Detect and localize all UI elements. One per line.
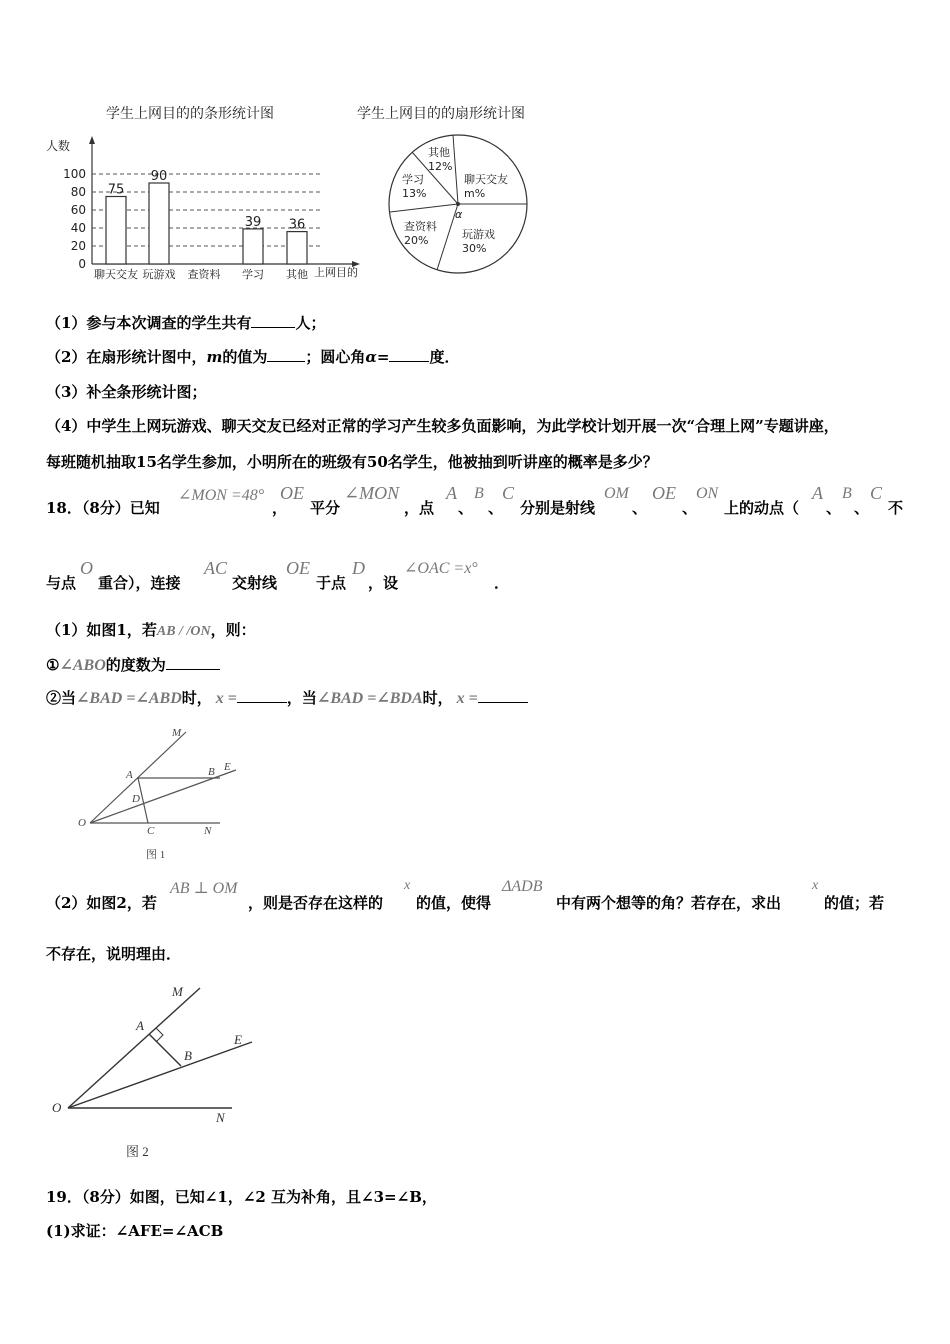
q18-line1 (46, 483, 916, 523)
q18-oe: OE (280, 483, 304, 503)
q18-sep: 、 (632, 499, 648, 517)
ray-oe (68, 1042, 252, 1108)
q18-p1-text: （1）如图1，若 (46, 621, 157, 639)
q18-l2-text-d: 于点 (316, 574, 347, 592)
q18-ray-oe-2: OE (286, 558, 310, 578)
label-m: M (172, 727, 182, 739)
q18-number: 18．（8分）已知 (46, 499, 160, 517)
q18-x-var-2: x (812, 878, 819, 893)
q17-p2-text-c: ；圆心角 (305, 348, 366, 366)
figure-2 (48, 980, 268, 1160)
label-e: E (234, 1032, 242, 1047)
q18-line2 (46, 558, 546, 594)
pie-slice-name-学习: 学习 (402, 173, 424, 186)
label-o: O (52, 1100, 62, 1115)
q18-segment-ac: AC (204, 558, 228, 578)
q17-part4-line2: 每班随机抽取15名学生参加，小明所在的班级有50名学生，他被抽到听讲座的概率是多少？ (46, 453, 658, 471)
q17-part4-line1: （4）中学生上网玩游戏、聊天交友已经对正常的学习产生较多负面影响，为此学校计划开展一次“合理上网”专题讲座， (46, 417, 839, 435)
x-tick-label: 其他 (286, 268, 308, 281)
bar (106, 197, 126, 265)
q18-x-var: x (404, 878, 411, 893)
pie-slice-pct-其他: 12% (428, 160, 453, 173)
pie-chart-title: 学生上网目的的扇形统计图 (357, 106, 525, 122)
bar-value-label: 75 (107, 182, 125, 198)
q18-point-d: D (352, 558, 365, 578)
q18-point-a-2: A (812, 483, 823, 503)
q18-p2-text-d: 中有两个想等的角？若存在，求出 (556, 894, 782, 912)
q18-point-o: O (80, 558, 93, 578)
q18-comma: ， (272, 499, 288, 517)
q18-sep: 、 (854, 499, 870, 517)
q18-condition-1: ∠BAD =∠ABD (76, 690, 182, 707)
x-axis-label: 上网目的 (314, 266, 358, 279)
label-n: N (204, 825, 212, 837)
q18-part1 (46, 619, 256, 640)
figure-2-caption: 图 2 (126, 1144, 149, 1159)
q18-circled-1: ① (46, 656, 60, 674)
label-o: O (78, 817, 86, 829)
y-tick-label: 100 (63, 167, 86, 181)
q17-part3: （3）补全条形统计图； (46, 383, 207, 401)
q18-condition-2: ∠BAD =∠BDA (316, 690, 423, 707)
q18-p2-text-b: ，则是否存在这样的 (248, 894, 384, 912)
x-tick-label: 查资料 (187, 268, 221, 281)
q17-p2-text-b: 的值为 (222, 348, 268, 366)
pie-slice-pct-学习: 13% (402, 187, 427, 200)
q18-parallel: AB / /ON (156, 624, 211, 639)
right-angle-mark (156, 1028, 163, 1042)
y-tick-label: 80 (70, 185, 86, 199)
q18-sep: 、 (826, 499, 842, 517)
bar (287, 232, 307, 264)
q18-sep: 、 (682, 499, 698, 517)
q18-period: ． (494, 574, 510, 592)
q17-p1-text: （1）参与本次调查的学生共有 (46, 314, 252, 332)
q18-point-text: ，点 (404, 499, 435, 517)
q18-not: 不 (888, 499, 904, 517)
q18-part1-item1 (46, 654, 220, 675)
label-b: B (184, 1048, 192, 1063)
q18-x-eq-2: x = (456, 690, 478, 707)
answer-blank[interactable] (389, 347, 429, 362)
q18-p1-1-text: 的度数为 (105, 656, 166, 674)
bar-chart (40, 130, 380, 290)
q17-alpha-var: α (365, 348, 377, 366)
answer-blank[interactable] (267, 347, 305, 362)
q17-p2-eq: = (376, 348, 390, 366)
q18-p1-2-text-d: 时， (422, 689, 453, 707)
pie-slice-name-其他: 其他 (428, 146, 450, 159)
bar-value-label: 36 (288, 217, 306, 233)
answer-blank[interactable] (251, 313, 295, 328)
y-tick-label: 40 (70, 221, 86, 235)
y-axis-label: 人数 (46, 139, 71, 153)
q18-p2-text-e: 的值；若 (824, 894, 885, 912)
bar (149, 183, 169, 264)
q17-p2-text: （2）在扇形统计图中， (46, 348, 207, 366)
answer-blank[interactable] (166, 655, 220, 670)
y-axis-arrow (89, 136, 95, 144)
q18-circled-2: ②当 (46, 689, 77, 707)
q17-part1 (46, 312, 325, 333)
q18-point-b-2: B (842, 485, 852, 502)
label-e: E (224, 761, 231, 773)
q17-part2 (46, 346, 460, 367)
q18-perpendicular: AB ⊥ OM (170, 880, 238, 897)
q18-p1-end: ，则： (210, 621, 256, 639)
q18-x-eq: x = (215, 690, 237, 707)
q18-part1-item2 (46, 687, 528, 708)
bar-chart-title: 学生上网目的的条形统计图 (106, 106, 274, 122)
y-tick-label: 60 (70, 203, 86, 217)
pie-chart (384, 128, 534, 283)
q18-point-b: B (474, 485, 484, 502)
label-a: A (136, 1018, 144, 1033)
bar (243, 229, 263, 264)
q18-ray-om: OM (604, 485, 629, 502)
q18-part2-line2: 不存在，说明理由． (46, 945, 182, 963)
q18-triangle-adb: ΔADB (502, 878, 543, 895)
q18-on-rays: 分别是射线 (520, 499, 596, 517)
x-tick-label: 聊天交友 (94, 268, 138, 281)
q18-p1-2-text: 时， (181, 689, 212, 707)
q18-moving: 上的动点（ (724, 499, 800, 517)
y-tick-label: 0 (78, 257, 86, 271)
q19-line2: (1)求证：∠AFE=∠ACB (46, 1222, 224, 1240)
label-c: C (147, 825, 155, 837)
q18-point-c: C (502, 483, 515, 503)
q18-l2-text-b: 重合），连接 (98, 574, 181, 592)
x-tick-label: 学习 (242, 268, 264, 281)
bar-value-label: 90 (150, 169, 168, 184)
q18-angle-mon: ∠MON =48° (178, 487, 265, 504)
q18-angle-oac: ∠OAC =x° (404, 560, 478, 577)
q18-part2-line1 (46, 878, 926, 918)
figure-1 (70, 722, 250, 867)
q18-angle-abo: ∠ABO (59, 657, 106, 674)
q18-point-c-2: C (870, 483, 883, 503)
q18-l2-text-c: 交射线 (232, 574, 278, 592)
q18-ray-on: ON (696, 485, 719, 502)
answer-blank[interactable] (237, 688, 287, 703)
q18-ray-oe: OE (652, 483, 676, 503)
label-a: A (126, 769, 133, 781)
ray-om (68, 988, 200, 1108)
x-tick-label: 玩游戏 (142, 268, 176, 281)
pie-center (456, 202, 460, 206)
q18-point-a: A (446, 483, 457, 503)
pie-divider-5 (453, 135, 458, 204)
pie-slice-name-查资料: 查资料 (404, 220, 437, 233)
pie-slice-pct-聊天交友: m% (464, 187, 486, 200)
q18-angle-mon-2: ∠MON (344, 483, 400, 503)
bar-value-label: 39 (244, 214, 262, 230)
pie-divider-3 (390, 204, 458, 212)
label-d: D (132, 793, 140, 805)
label-b: B (208, 766, 215, 778)
answer-blank[interactable] (478, 688, 528, 703)
label-m: M (172, 984, 183, 999)
pie-slice-pct-查资料: 20% (404, 234, 429, 247)
q18-p1-2-text-c: ，当 (286, 689, 317, 707)
y-tick-label: 20 (70, 239, 86, 253)
q18-sep: 、 (488, 499, 504, 517)
pie-slice-pct-玩游戏: 30% (462, 242, 487, 255)
pie-slice-name-玩游戏: 玩游戏 (462, 228, 495, 241)
q18-l2-text-a: 与点 (46, 574, 77, 592)
q17-m-var: m (206, 348, 223, 366)
pie-angle-label: α (455, 208, 463, 221)
q18-p2-text: （2）如图2，若 (46, 894, 157, 912)
q18-sep: 、 (458, 499, 474, 517)
q19-line1: 19．（8分）如图，已知∠1，∠2 互为补角，且∠3=∠B， (46, 1188, 437, 1206)
q17-p1-end: 人； (295, 314, 326, 332)
label-n: N (216, 1110, 225, 1125)
q17-p2-end: 度． (429, 348, 460, 366)
figure-1-caption: 图 1 (146, 849, 166, 861)
segment-ab (149, 1034, 181, 1066)
q18-bisect: 平分 (310, 499, 341, 517)
pie-slice-name-聊天交友: 聊天交友 (464, 173, 508, 186)
q18-p2-text-c: 的值，使得 (416, 894, 492, 912)
q18-l2-text-e: ，设 (368, 574, 399, 592)
